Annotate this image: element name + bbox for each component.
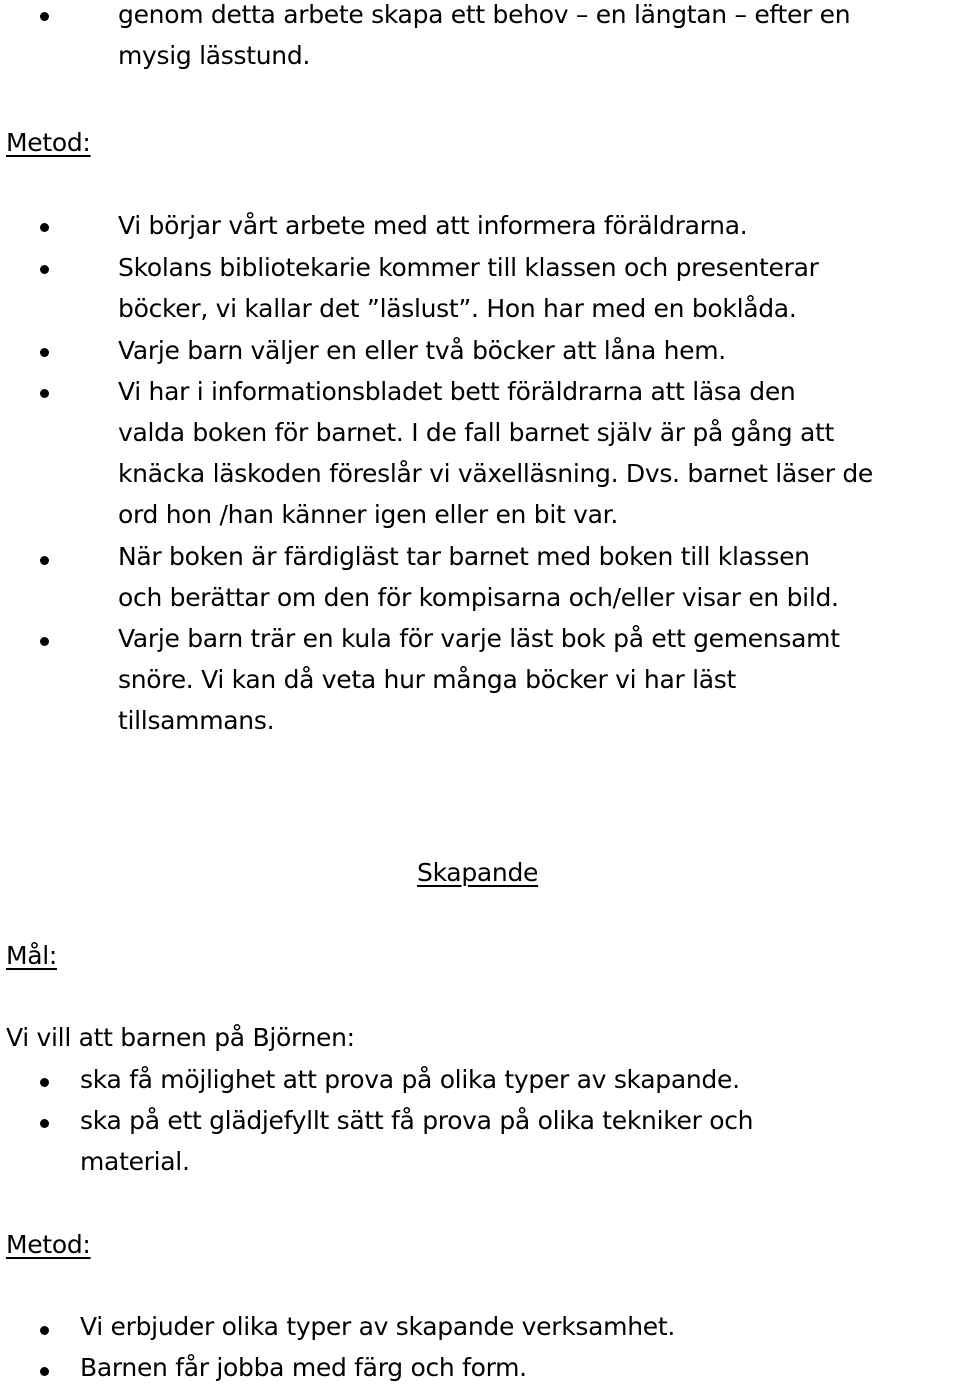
method-heading: Metod: [6,128,91,157]
goal-item-line: ska på ett glädjefyllt sätt få prova på olika tekniker och [80,1106,754,1135]
method-item-line: och berättar om den för kompisarna och/eller visar en bild. [118,583,839,612]
method-item-line: knäcka läskoden föreslår vi växelläsning. Dvs. barnet läser de [118,459,873,488]
method-item-line: Vi erbjuder olika typer av skapande verksamhet. [80,1312,675,1341]
section-title: Skapande [417,858,539,887]
bullet-icon [40,389,49,398]
goal-intro: Vi vill att barnen på Björnen: [6,1023,355,1052]
method-item-line: böcker, vi kallar det ”läslust”. Hon har med en boklåda. [118,294,797,323]
method-item-line: tillsammans. [118,706,275,735]
method-item-line: Vi börjar vårt arbete med att informera föräldrarna. [118,211,748,240]
goal-item-line: material. [80,1147,190,1176]
bullet-icon [40,1367,49,1376]
goal-item-line: genom detta arbete skapa ett behov – en längtan – efter en [118,0,851,29]
method-item-line: Vi har i informationsbladet bett föräldrarna att läsa den [118,377,796,406]
bullet-icon [40,348,49,357]
bullet-icon [40,12,49,21]
method-item-line: Varje barn trär en kula för varje läst bok på ett gemensamt [118,624,840,653]
bullet-icon [40,265,49,274]
method-item-line: snöre. Vi kan då veta hur många böcker vi har läst [118,665,736,694]
bullet-icon [40,223,49,232]
bullet-icon [40,556,49,565]
goal-heading: Mål: [6,941,58,970]
bullet-icon [40,1119,49,1128]
method-item-line: Skolans bibliotekarie kommer till klassen och presenterar [118,253,819,282]
method-item-line: Varje barn väljer en eller två böcker att låna hem. [118,336,726,365]
method-item-line: ord hon /han känner igen eller en bit var. [118,500,618,529]
bullet-icon [40,637,49,646]
method-item-line: Barnen får jobba med färg och form. [80,1353,527,1382]
method-item-line: När boken är färdigläst tar barnet med boken till klassen [118,542,810,571]
bullet-icon [40,1078,49,1087]
method-heading: Metod: [6,1230,91,1259]
goal-item-line: ska få möjlighet att prova på olika typer av skapande. [80,1065,740,1094]
goal-item-line: mysig lässtund. [118,41,311,70]
bullet-icon [40,1326,49,1335]
method-item-line: valda boken för barnet. I de fall barnet själv är på gång att [118,418,835,447]
